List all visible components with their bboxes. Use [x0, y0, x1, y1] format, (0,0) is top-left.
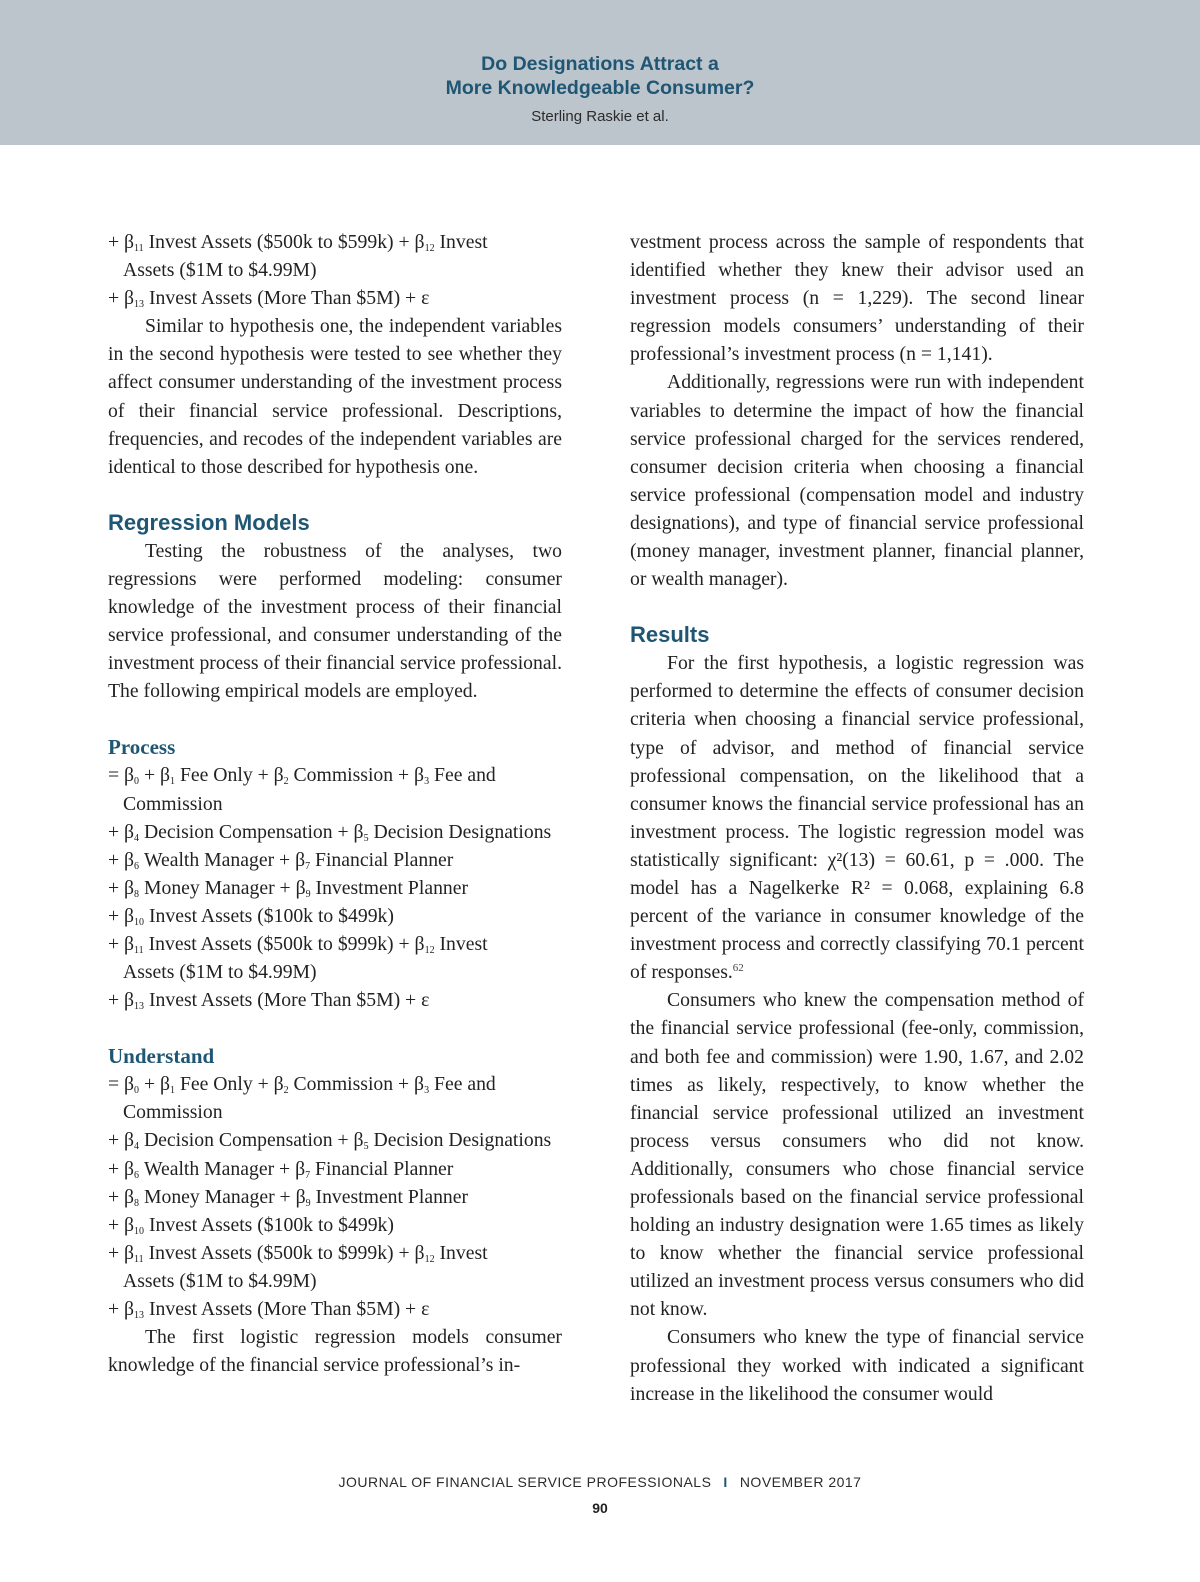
- section-heading-results: Results: [630, 622, 710, 648]
- body-paragraph: Consumers who knew the compensation method of the financial service professional (fee-only, commission, and both fee and commission) were 1.90, 1.67, and 2.02 times as likely, respectively, to know whether the financial service professional utilized an investment process versus consumers who did not know. Additionally, consumers who chose financial service professionals based on the financial service professional holding an industry designation were 1.65 times as likely to know whether the financial service professional utilized an investment process versus consumers who did not know.: [630, 989, 1084, 1321]
- section-heading-regression-models: Regression Models: [108, 509, 310, 535]
- journal-name: JOURNAL OF FINANCIAL SERVICE PROFESSIONALS: [338, 1474, 712, 1490]
- body-paragraph: Similar to hypothesis one, the independent variables in the second hypothesis were tested to see whether they affect consumer understanding of the investment process of their financial service professional. Descriptions, frequencies, and recodes of the independent variables are identical to those described for hypothesis one.: [108, 315, 562, 478]
- model-heading-understand: Understand: [108, 1044, 215, 1069]
- left-column: [108, 228, 562, 1379]
- footer-separator: I: [723, 1474, 728, 1490]
- issue-date: NOVEMBER 2017: [739, 1474, 862, 1490]
- header-author: Sterling Raskie et al.: [531, 108, 669, 125]
- header-title-line-1: Do Designations Attract a: [481, 53, 719, 75]
- equation-line: + $\beta_{13}$ Invest Assets (More Than $5M) + ε: [108, 287, 430, 311]
- running-header: [0, 0, 1200, 145]
- body-paragraph: The first logistic regression models consumer knowledge of the financial service professional’s in-: [108, 1326, 562, 1377]
- understand-equation: = $\beta_0 + \beta_1$ Fee Only + $\beta_2$ Commission + $\beta_3$ Fee and Commission + $\beta_4$ Decision Compensation + $\beta_5$ Decision Designations + $\beta_6$ Wealth Manager + $\beta_7$ Financial Planner + $\beta_8$ Money Manager + $\beta_9$ Investment Planner + $\beta_{10}$ Invest Assets ($100k to $499k) + $\beta_{11}$ Invest Assets ($500k to $999k) + $\beta_{12}$ Invest Assets ($1M to $4.99M) + $\beta_{13}$ Invest Assets (More Than $5M) + ε: [108, 1073, 552, 1321]
- page-number: 90: [592, 1500, 608, 1516]
- process-equation: = $\beta_0 + \beta_1$ Fee Only + $\beta_2$ Commission + $\beta_3$ Fee and Commission + $\beta_4$ Decision Compensation + $\beta_5$ Decision Designations + $\beta_6$ Wealth Manager + $\beta_7$ Financial Planner + $\beta_8$ Money Manager + $\beta_9$ Investment Planner + $\beta_{10}$ Invest Assets ($100k to $499k) + $\beta_{11}$ Invest Assets ($500k to $999k) + $\beta_{12}$ Invest Assets ($1M to $4.99M) + $\beta_{13}$ Invest Assets (More Than $5M) + ε: [108, 764, 552, 1013]
- footnote-reference[interactable]: 62: [732, 962, 744, 975]
- right-column: [630, 228, 1084, 1408]
- header-title-line-2: More Knowledgeable Consumer?: [445, 77, 755, 99]
- model-heading-process: Process: [108, 735, 176, 760]
- equation-line: + $\beta_{11}$ Invest Assets ($500k to $599k) + $\beta_{12}$ Invest Assets ($1M to $4.99M): [108, 231, 488, 282]
- body-paragraph: Additionally, regressions were run with independent variables to determine the impact of how the financial service professional charged for the services rendered, consumer decision criteria when choosing a financial service professional (compensation model and industry designations), and type of financial service professional (money manager, investment planner, financial planner, or wealth manager).: [630, 371, 1084, 591]
- body-paragraph: Consumers who knew the type of financial service professional they worked with indicated a significant increase in the likelihood the consumer would: [630, 1326, 1084, 1405]
- body-paragraph: Testing the robustness of the analyses, two regressions were performed modeling: consumer knowledge of the investment process of their financial service professional, and consumer understanding of the investment process of their financial service professional. The following empirical models are employed.: [108, 539, 562, 703]
- running-footer: [0, 1474, 1200, 1490]
- body-paragraph: For the first hypothesis, a logistic regression was performed to determine the effects of consumer decision criteria when choosing a financial service professional, type of advisor, and method of financial service professional compensation, on the likelihood that a consumer knows the financial service professional has an investment process. The logistic regression model was statistically significant: χ²(13) = 60.61, p = .000. The model has a Nagelkerke R² = 0.068, explaining 6.8 percent of the variance in consumer knowledge of the investment process and correctly classifying 70.1 percent of responses.$^{62}$: [630, 652, 1084, 984]
- body-paragraph: vestment process across the sample of respondents that identified whether they knew their advisor used an investment process (n = 1,229). The second linear regression models consumers’ understanding of their professional’s investment process (n = 1,141).: [630, 231, 1084, 366]
